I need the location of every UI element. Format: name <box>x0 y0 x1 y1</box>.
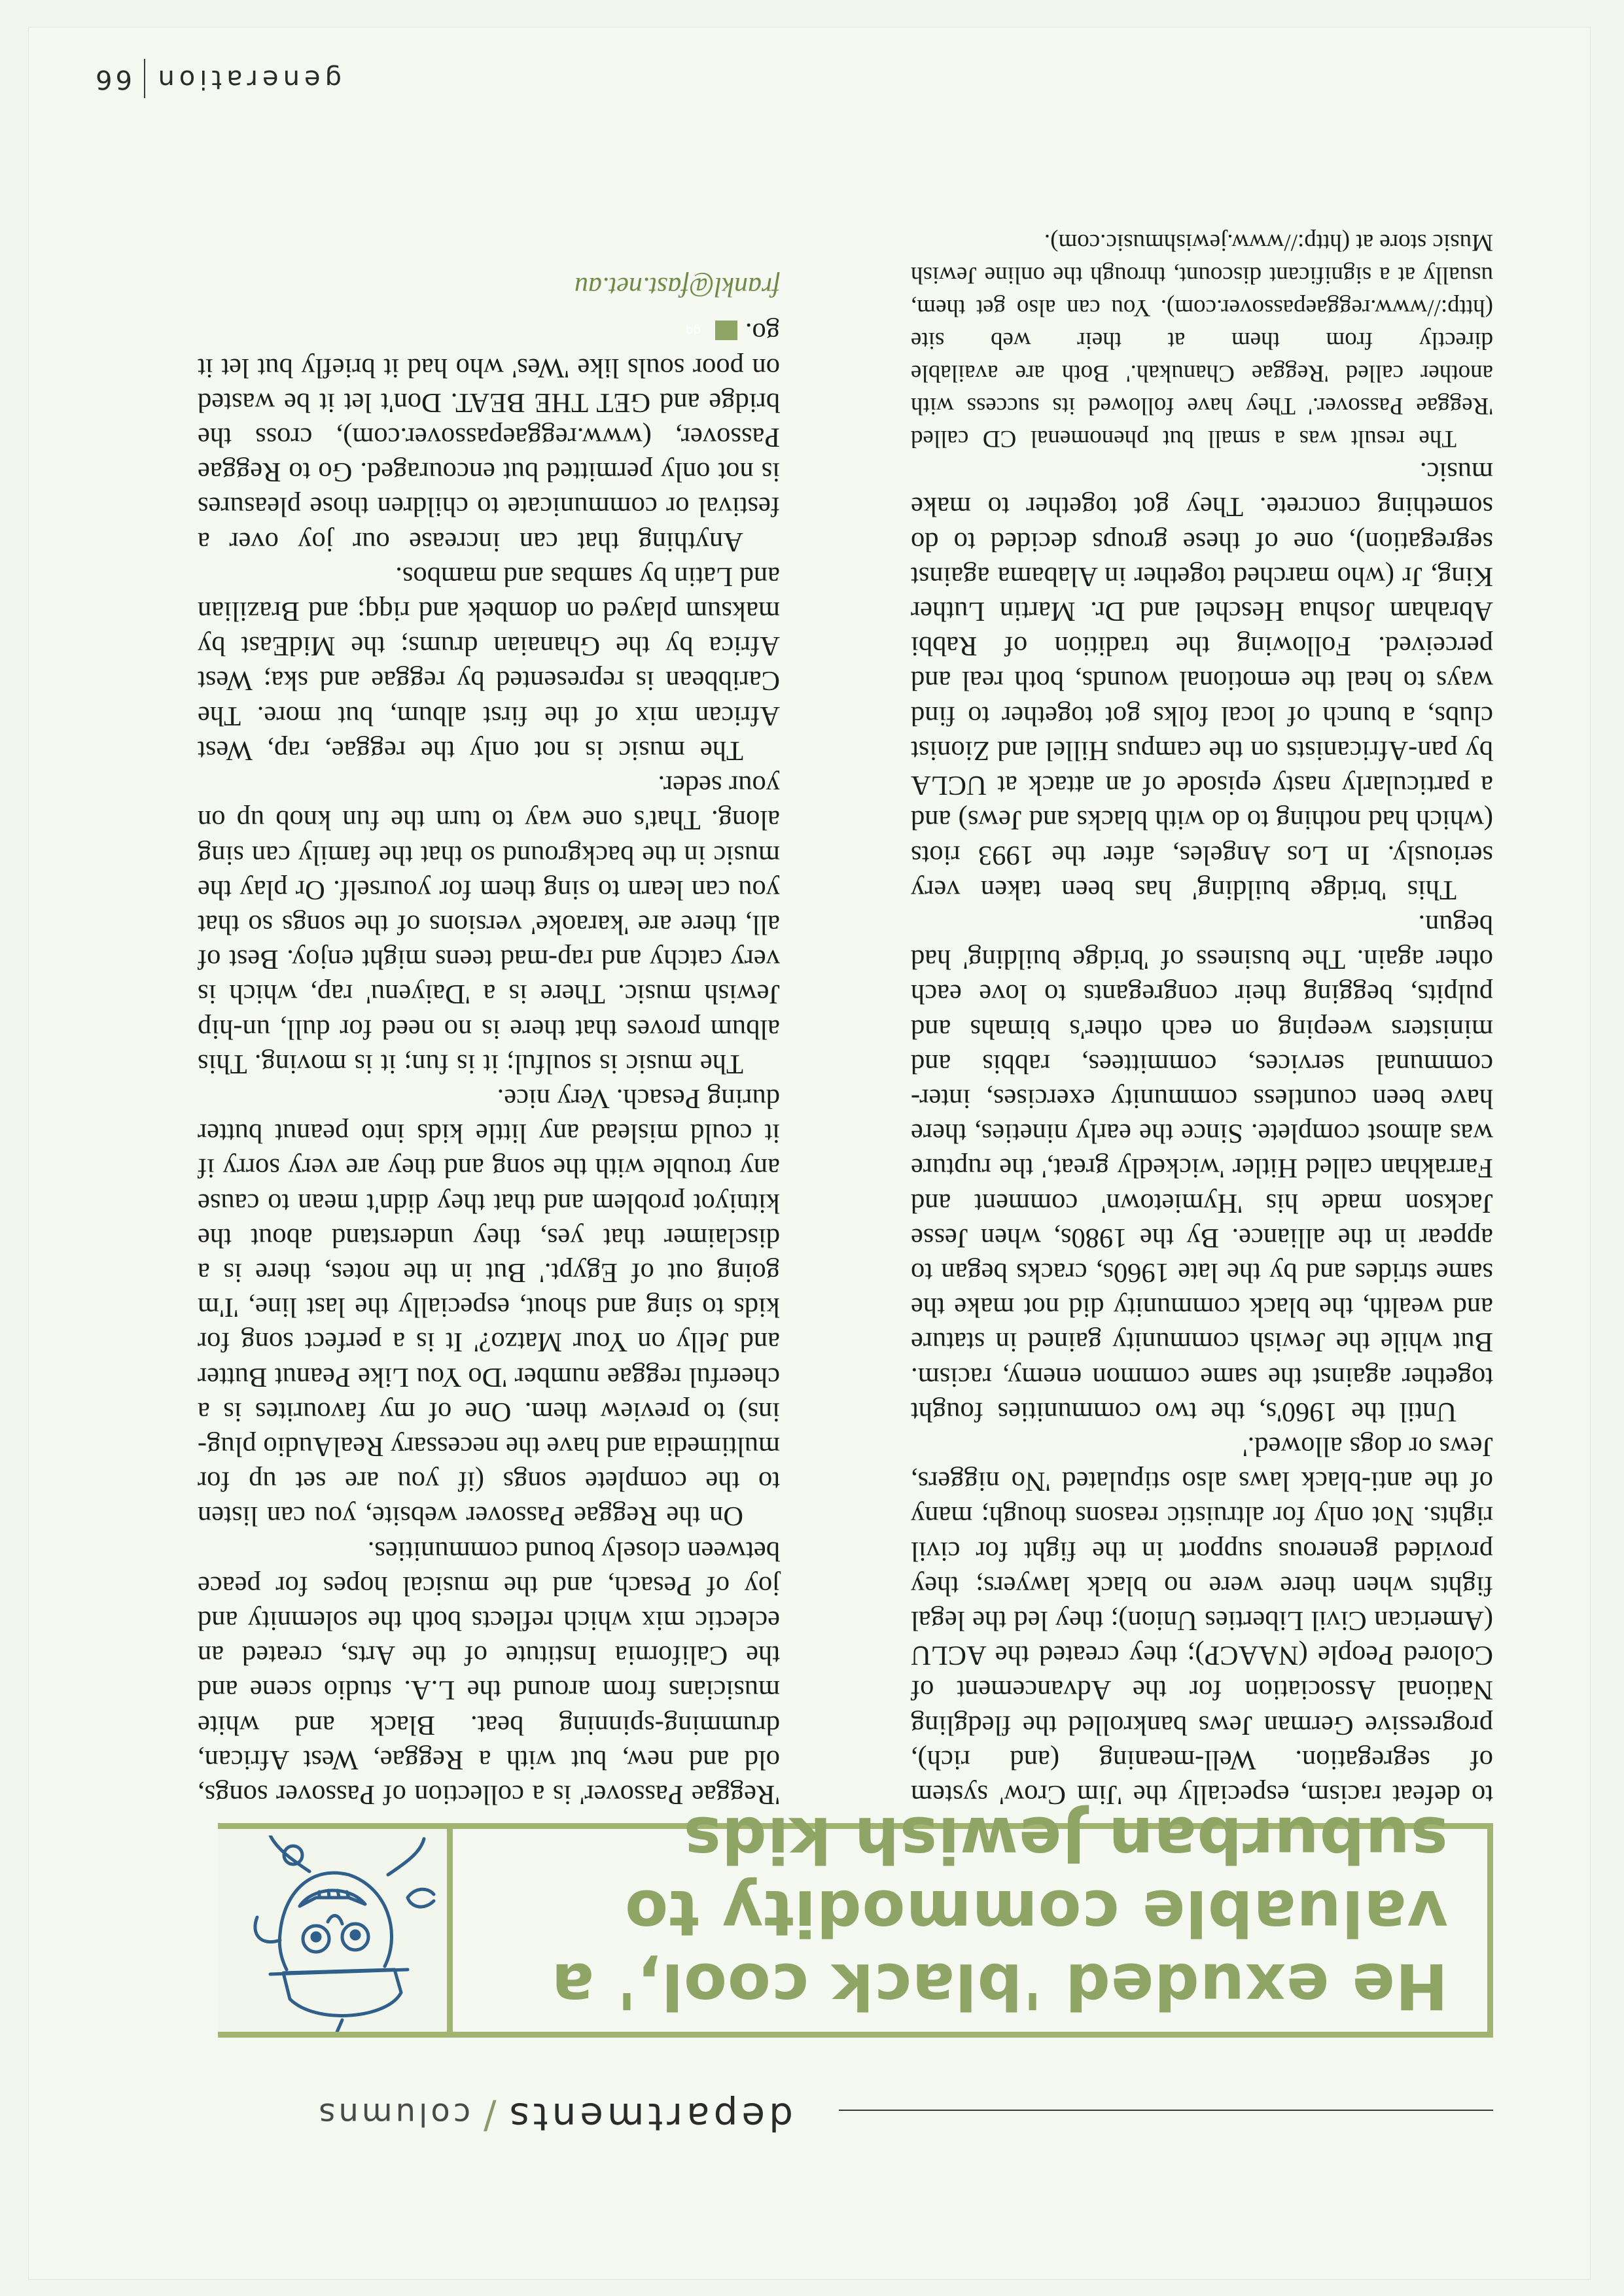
paragraph: 'Reggae Passover' is a collection of Passover songs, old and new, but with a Reggae, West African, drumming-spinning beat. Black and white musicians from around the L.A. studio scene and the California Institute of the Arts, created an eclectic mix which reflects both the solemnity and joy of Pesach, and the musical hopes for peace between closely bound communities. <box>198 1535 780 1810</box>
article-column-right <box>198 269 780 1812</box>
paragraph: Until the 1960's, the two communities fought together against the same common enemy, racism. But while the Jewish community gained in stature and wealth, the black community did not make the same strides and by the late 1960s, cracks began to appear in the alliance. By the 1980s, when Jesse Jackson made his 'Hymietown' comment and Farrakhan called Hitler 'wickedly great,' the rupture was almost complete. Since the early nineties, there have been countless community exercises, inter-communal services, committees, rabbis and ministers weeping on each other's bimahs and pulpits, begging their congregants to love each other again. The business of 'bridge building' had begun. <box>911 909 1493 1427</box>
paragraph: On the Reggae Passover website, you can listen to the complete songs (if you are set up for multimedia and have the necessary RealAudio plug-ins) to preview them. One of my favourites is a cheerful reggae number 'Do You Like Peanut Butter and Jelly on Your Matzo?' It is a perfect song for kids to sing and shout, especially the last line, 'I'm going out of Egypt.' But in the notes, there is a disclaimer that yes, they understand about the kitniyot problem and that they didn't mean to cause any trouble with the song and they are very sorry if it could mislead any little kids into peanut butter during Pesach. Very nice. <box>198 1083 780 1532</box>
subsection-label: columns <box>315 2096 471 2132</box>
page-number: 66 <box>92 64 132 94</box>
author-email: frankl@fast.net.au <box>574 271 780 302</box>
paragraph: to defeat racism, especially the 'Jim Crow' system of segregation. Well-meaning (and rich), progressive German Jews bankrolled the fledgling National Association for the Advancement of Colored People (NAACP); they created the ACLU (American Civil Liberties Union); they led the legal fights when there were no black lawyers; they provided generous support in the fight for civil rights. Not only for altruistic reasons though; many of the anti-black laws also stipulated 'No niggers, Jews or dogs allowed.' <box>911 1431 1493 1810</box>
header-rule <box>839 2110 1493 2111</box>
footer-rule <box>144 59 145 98</box>
paragraph-text: Anything that can increase our joy over a festival or communicate to children those pleasures is not only permitted but encouraged. Go to Reggae Passover, (www.reggaepassover.com), cross the bridge and GET THE BEAT. Don't let it be wasted on poor souls like 'Wes' who had it briefly but let it go. <box>198 317 780 557</box>
magazine-name: generation <box>153 64 342 94</box>
paragraph: This 'bridge building' has been taken very seriously. In Los Angeles, after the 1993 riots (which had nothing to do with blacks and Jews) and a particularly nasty episode of an attack at UCLA by pan-Africanists on the campus Hillel and Zionist clubs, a bunch of local folks got together to find ways to heal the emotional wounds, both real and perceived. Following the tradition of Rabbi Abraham Joshua Heschel and Dr. Martin Luther King, Jr (who marched together in Alabama against segregation), one of these groups decided to do something concrete. They got together to make music. <box>911 457 1493 905</box>
illustration-panel <box>218 1829 453 2032</box>
section-header <box>165 2095 793 2139</box>
page-footer <box>41 52 342 98</box>
section-slash: / <box>480 2095 497 2139</box>
cartoon-rapper-icon <box>224 1835 447 2032</box>
last-paragraph <box>198 315 780 559</box>
paragraph: The music is not only the reggae, rap, West African mix of the first album, but more. The Caribbean is represented by reggae and ska; West Africa by the Ghanaian drums; the MidEast by maksum played on dombek and riqq; and Brazilian and Latin by sambas and mambos. <box>198 561 780 766</box>
paragraph: The result was a small but phenomenal CD called 'Reggae Passover.' They have followed its success with another called 'Reggae Chanukah.' Both are available directly from them at their web site (http://www.reggaepassover.com). You can also get them, usually at a significant discount, through the online Jewish Music store at (http://www.jewishmusic.com). <box>911 229 1493 453</box>
section-label: departments <box>505 2095 793 2139</box>
headline: He exuded 'black cool,' a valuable commodity to suburban Jewish kids <box>551 1803 1448 2023</box>
paragraph: The music is soulful; it is fun; it is moving. This album proves that there is no need for dull, un-hip Jewish music. There is a 'Daiyenu' rap, which is very catchy and rap-mad teens might enjoy. Best of all, there are 'karaoke' versions of the songs so that you can learn to sing them for yourself. Or play the music in the background so that the family can sing along. That's one way to turn the fun knob up on your seder. <box>198 770 780 1079</box>
article-column-left <box>911 226 1493 1812</box>
headline-box <box>218 1803 1493 2038</box>
end-of-article-mark: gq <box>715 321 737 340</box>
